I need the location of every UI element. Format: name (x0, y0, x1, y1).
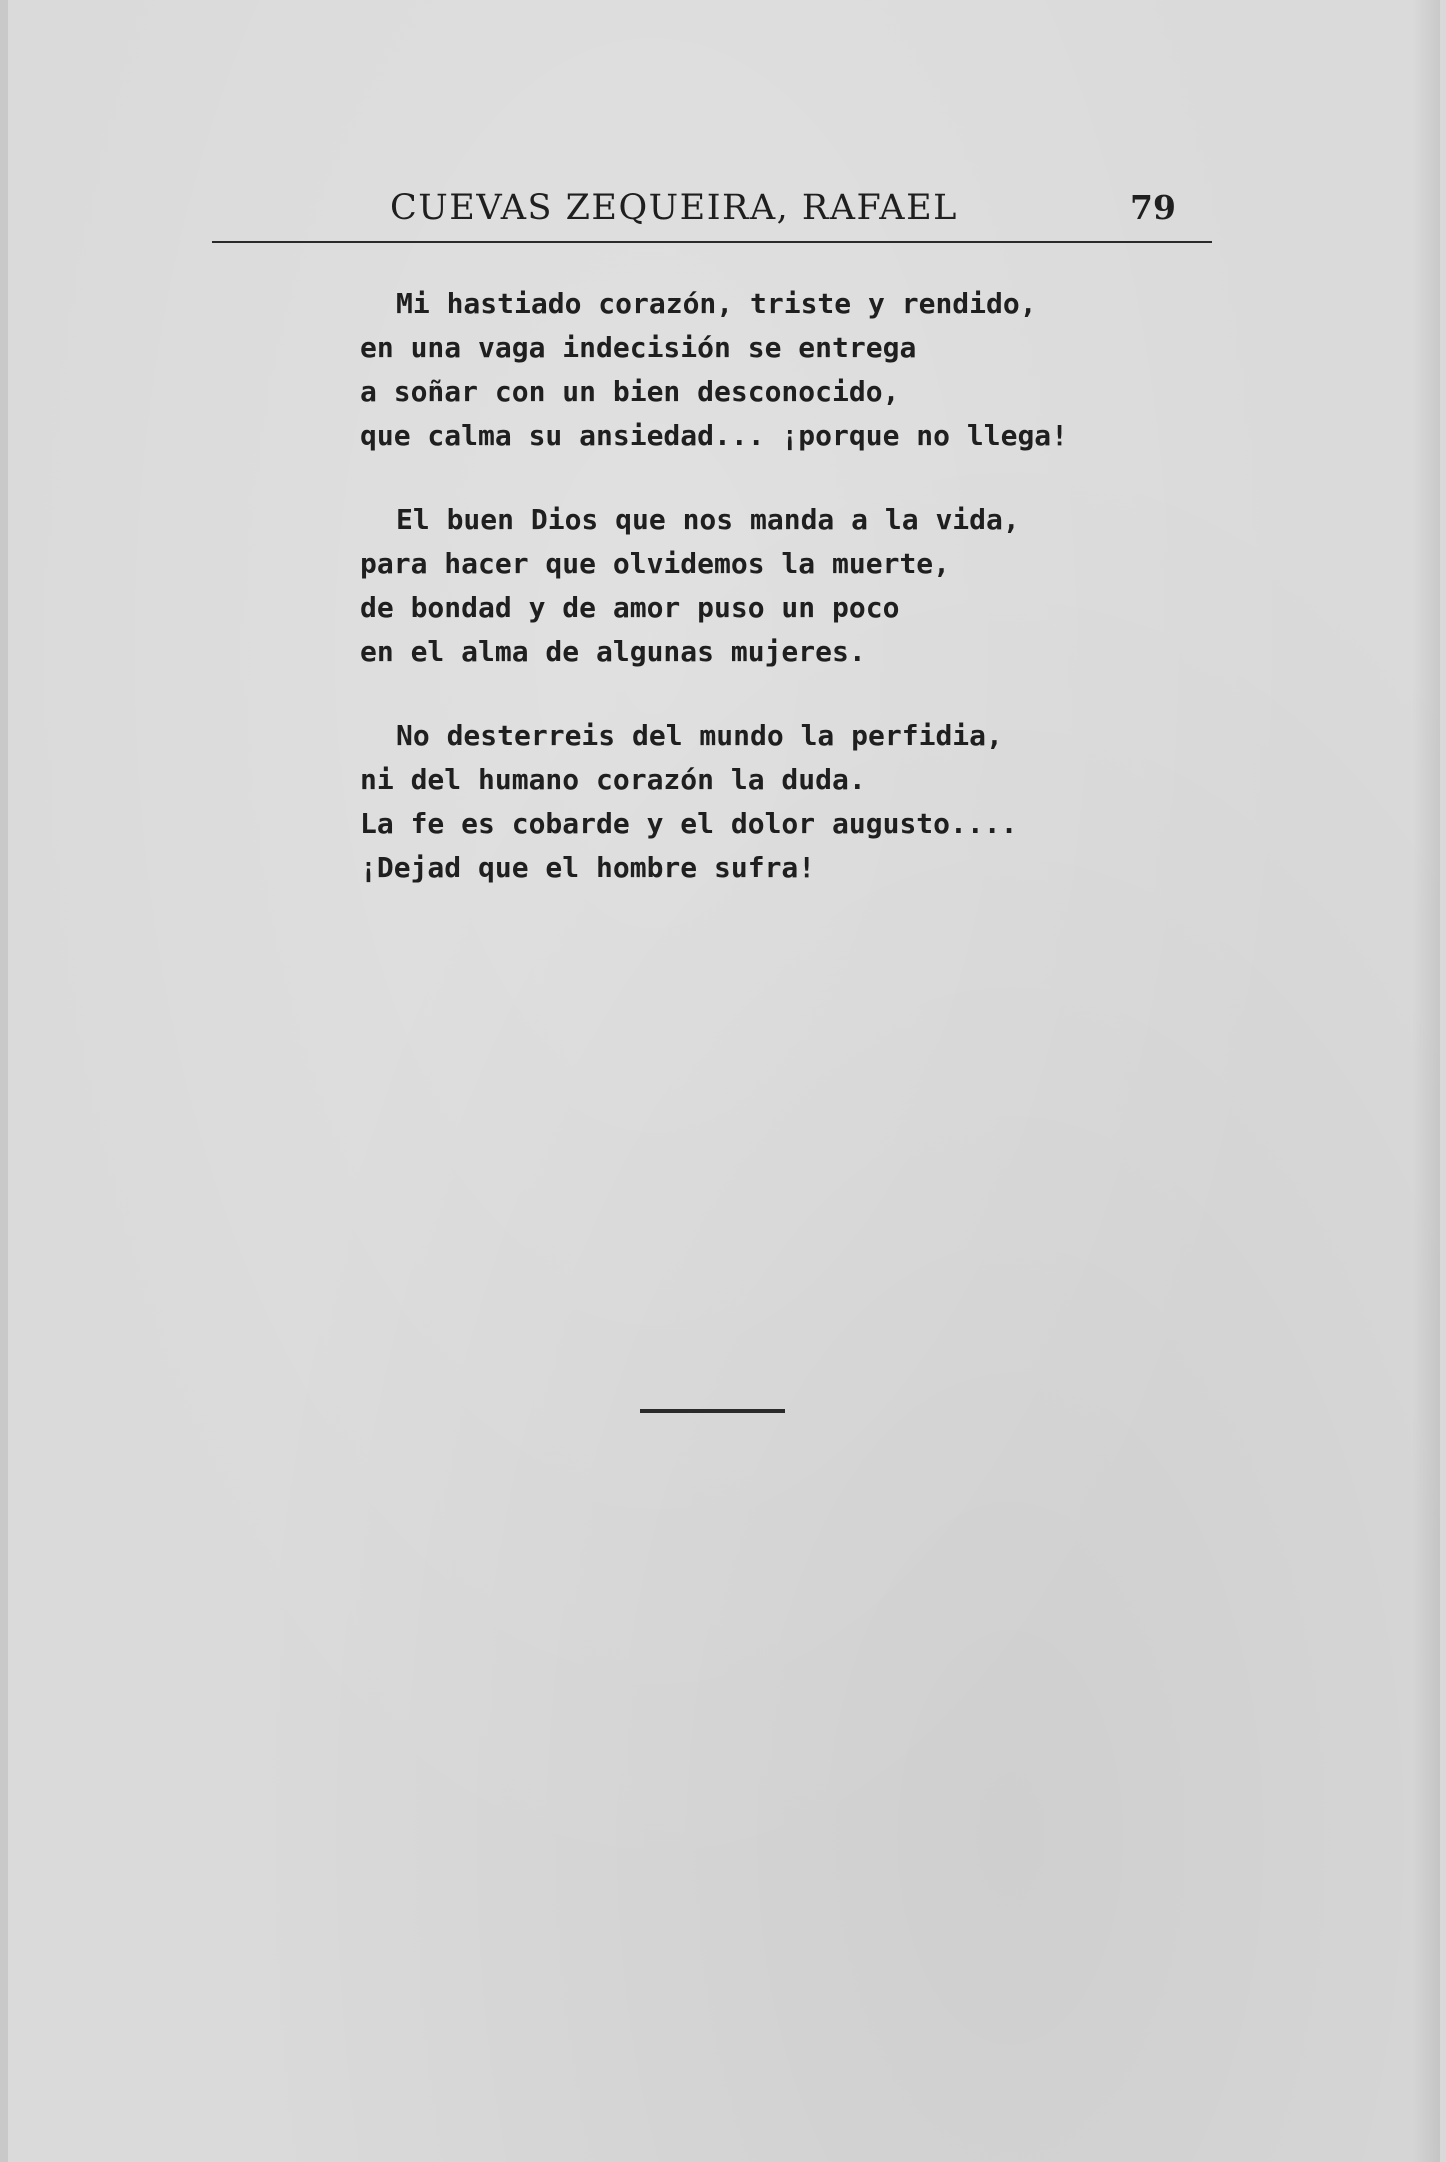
verse-line: de bondad y de amor puso un poco (360, 591, 900, 624)
page-number: 79 (1130, 188, 1176, 227)
scan-left-edge (0, 0, 8, 2162)
verse-line: que calma su ansiedad... ¡porque no llega! (360, 419, 1069, 452)
verse-line: para hacer que olvidemos la muerte, (360, 547, 951, 580)
running-title: CUEVAS ZEQUEIRA, RAFAEL (390, 188, 958, 228)
verse-line: a soñar con un bien desconocido, (360, 375, 900, 408)
running-head (212, 180, 1212, 236)
page-edge-shadow (1412, 0, 1440, 2162)
stanza-3 (360, 714, 1160, 890)
verse-line: El buen Dios que nos manda a la vida, (396, 503, 1020, 536)
stanza-1 (360, 282, 1160, 458)
verse-line: La fe es cobarde y el dolor augusto.... (360, 807, 1018, 840)
verse-line: Mi hastiado corazón, triste y rendido, (396, 287, 1037, 320)
end-rule (640, 1409, 785, 1413)
poem (360, 282, 1160, 930)
verse-line: en una vaga indecisión se entrega (360, 331, 917, 364)
verse-line: No desterreis del mundo la perfidia, (396, 719, 1003, 752)
stanza-2 (360, 498, 1160, 674)
verse-line: en el alma de algunas mujeres. (360, 635, 866, 668)
verse-line: ¡Dejad que el hombre sufra! (360, 851, 816, 884)
header-rule (212, 241, 1212, 243)
verse-line: ni del humano corazón la duda. (360, 763, 866, 796)
